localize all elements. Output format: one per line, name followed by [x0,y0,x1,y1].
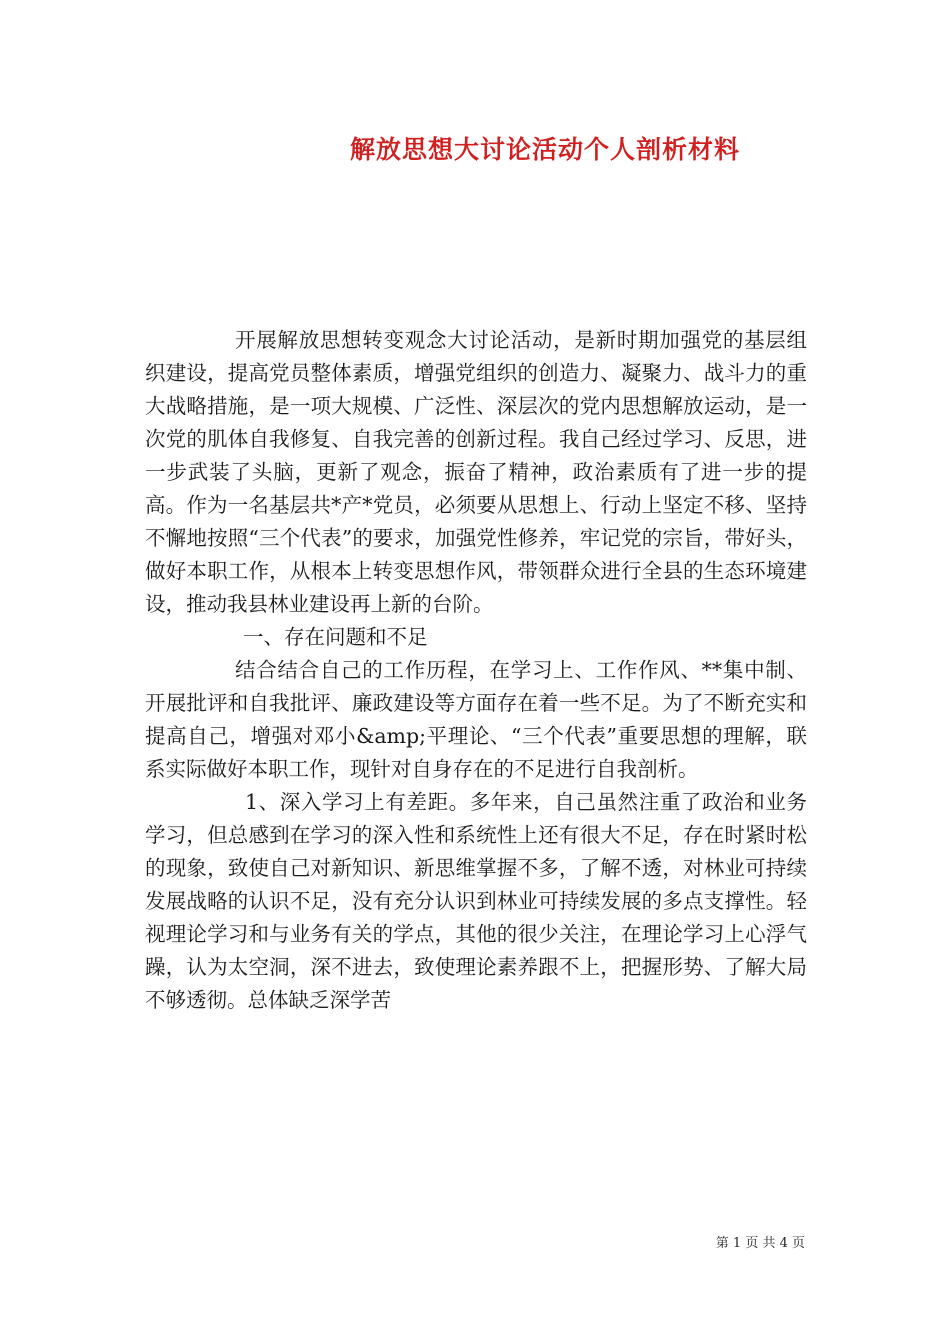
paragraph-study-gap: 1、深入学习上有差距。多年来，自己虽然注重了政治和业务学习，但总感到在学习的深入性和系统性上还有很大不足，存在时紧时松的现象，致使自己对新知识、新思维掌握不多，了解不透，对林业可持续发展战略的认识不足，没有充分认识到林业可持续发展的多点支撑性。轻视理论学习和与业务有关的学点，其他的很少关注，在理论学习上心浮气躁，认为太空洞，深不进去，致使理论素养跟不上，把握形势、了解大局不够透彻。总体缺乏深学苦 [145,790,807,1012]
section-heading-problems: 一、存在问题和不足 [243,625,428,649]
paragraph-intro: 开展解放思想转变观念大讨论活动，是新时期加强党的基层组织建设，提高党员整体素质，增强党组织的创造力、凝聚力、战斗力的重大战略措施，是一项大规模、广泛性、深层次的党内思想解放运动，是一次党的肌体自我修复、自我完善的创新过程。我自己经过学习、反思，进一步武装了头脑，更新了观念，振奋了精神，政治素质有了进一步的提高。作为一名基层共*产*党员，必须要从思想上、行动上坚定不移、坚持不懈地按照“三个代表”的要求，加强党性修养，牢记党的宗旨，带好头，做好本职工作，从根本上转变思想作风，带领群众进行全县的生态环境建设，推动我县林业建设再上新的台阶。 [145,328,807,616]
page-footer: 第 1 页 共 4 页 [715,1236,805,1251]
document-body [145,324,807,1017]
document-title: 解放思想大讨论活动个人剖析材料 [349,135,740,164]
paragraph-problems-summary: 结合结合自己的工作历程，在学习上、工作作风、**集中制、开展批评和自我批评、廉政建设等方面存在着一些不足。为了不断充实和提高自己，增强对邓小&amp;平理论、“三个代表”重要思想的理解，联系实际做好本职工作，现针对自身存在的不足进行自我剖析。 [145,658,807,781]
